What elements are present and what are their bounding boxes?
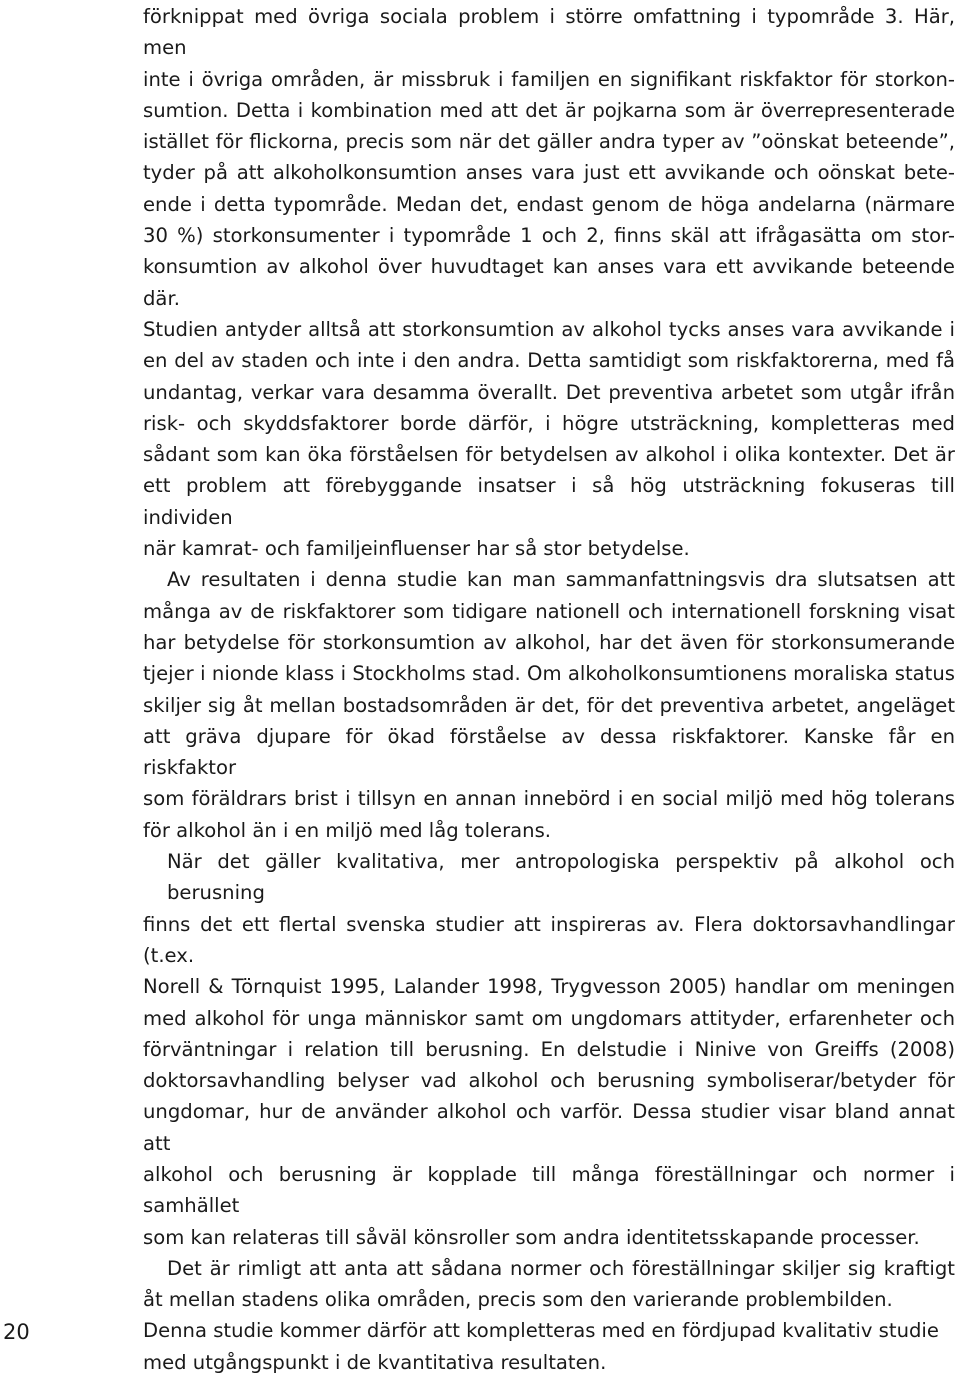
text-line: åt mellan stadens olika områden, precis som den varierande problembilden. — [143, 1288, 893, 1312]
text-line: att gräva djupare för ökad förståelse av dessa riskfaktorer. Kanske får en riskfaktor — [143, 724, 955, 780]
text-line: som kan relateras till såväl könsroller som andra identitetsskapande processer. — [143, 1225, 920, 1249]
text-line: konsumtion av alkohol över huvudtaget kan anses vara ett avvikande beteende där. — [143, 255, 955, 310]
text-line: Studien antyder alltså att storkonsumtion av alkohol tycks anses vara avvikande i — [143, 317, 955, 341]
text-line: Denna studie kommer därför att kompletteras med en fördjupad kvalitativ studie — [143, 1319, 939, 1343]
text-line: 30 %) storkonsumenter i typområde 1 och 2, finns skäl att ifrågasätta om stor- — [143, 224, 955, 248]
text-line: med utgångspunkt i de kvantitativa resultaten. — [143, 1350, 607, 1374]
text-line: många av de riskfaktorer som tidigare nationell och internationell forskning visat — [143, 599, 955, 623]
text-line: När det gäller kvalitativa, mer antropologiska perspektiv på alkohol och berusning — [167, 850, 955, 905]
text-line: som föräldrars brist i tillsyn en annan innebörd i en social miljö med hög tolerans — [143, 787, 955, 811]
text-line: Det är rimligt att anta att sådana normer och föreställningar skiljer sig kraftigt — [167, 1256, 955, 1280]
text-line: förknippat med övriga sociala problem i större omfattning i typområde 3. Här, men — [143, 5, 955, 60]
text-line: doktorsavhandling belyser vad alkohol och berusning symboliserar/betyder för — [143, 1069, 955, 1093]
text-line: inte i övriga områden, är missbruk i familjen en signifikant riskfaktor för storkon- — [143, 67, 955, 91]
text-line: när kamrat- och familjeinfluenser har så stor betydelse. — [143, 537, 690, 561]
text-line: tyder på att alkoholkonsumtion anses vara just ett avvikande och oönskat bete- — [143, 161, 955, 185]
text-line: för alkohol än i en miljö med låg tolerans. — [143, 818, 552, 842]
text-line: ungdomar, hur de använder alkohol och varför. Dessa studier visar bland annat att — [143, 1100, 955, 1155]
text-line: risk- och skyddsfaktorer borde därför, i högre utsträckning, kompletteras med — [143, 411, 955, 435]
text-line: undantag, verkar vara desamma överallt. Det preventiva arbetet som utgår ifrån — [143, 380, 955, 404]
text-line: sådant som kan öka förståelsen för betydelsen av alkohol i olika kontexter. Det är — [143, 443, 955, 467]
text-line: Av resultaten i denna studie kan man sammanfattningsvis dra slutsatsen att — [167, 568, 955, 592]
text-line: med alkohol för unga människor samt om ungdomars attityder, erfarenheter och — [143, 1006, 955, 1030]
text-line: finns det ett flertal svenska studier att inspireras av. Flera doktorsavhandlingar (t.ex. — [143, 912, 955, 967]
text-line: alkohol och berusning är kopplade till många föreställningar och normer i samhället — [143, 1162, 955, 1218]
text-line: har betydelse för storkonsumtion av alkohol, har det även för storkonsumerande — [143, 630, 955, 654]
text-line: istället för flickorna, precis som när det gäller andra typer av ”oönskat beteende”, — [143, 130, 955, 154]
text-line: Norell & Törnquist 1995, Lalander 1998, Trygvesson 2005) handlar om meningen — [143, 975, 955, 999]
text-line: förväntningar i relation till berusning. En delstudie i Ninive von Greiffs (2008) — [143, 1037, 955, 1061]
text-line: tjejer i nionde klass i Stockholms stad. Om alkoholkonsumtionens moraliska status — [143, 662, 955, 686]
text-line: ende i detta typområde. Medan det, endast genom de höga andelarna (närmare — [143, 192, 955, 216]
page-number: 20 — [3, 1320, 30, 1344]
text-line: skiljer sig åt mellan bostadsområden är det, för det preventiva arbetet, angeläget — [143, 693, 955, 717]
text-line: ett problem att förebyggande insatser i så hög utsträckning fokuseras till individen — [143, 474, 955, 529]
text-line: sumtion. Detta i kombination med att det är pojkarna som är överrepresenterade — [143, 98, 955, 122]
text-line: en del av staden och inte i den andra. Detta samtidigt som riskfaktorerna, med få — [143, 349, 955, 373]
body-text — [143, 0, 955, 1378]
